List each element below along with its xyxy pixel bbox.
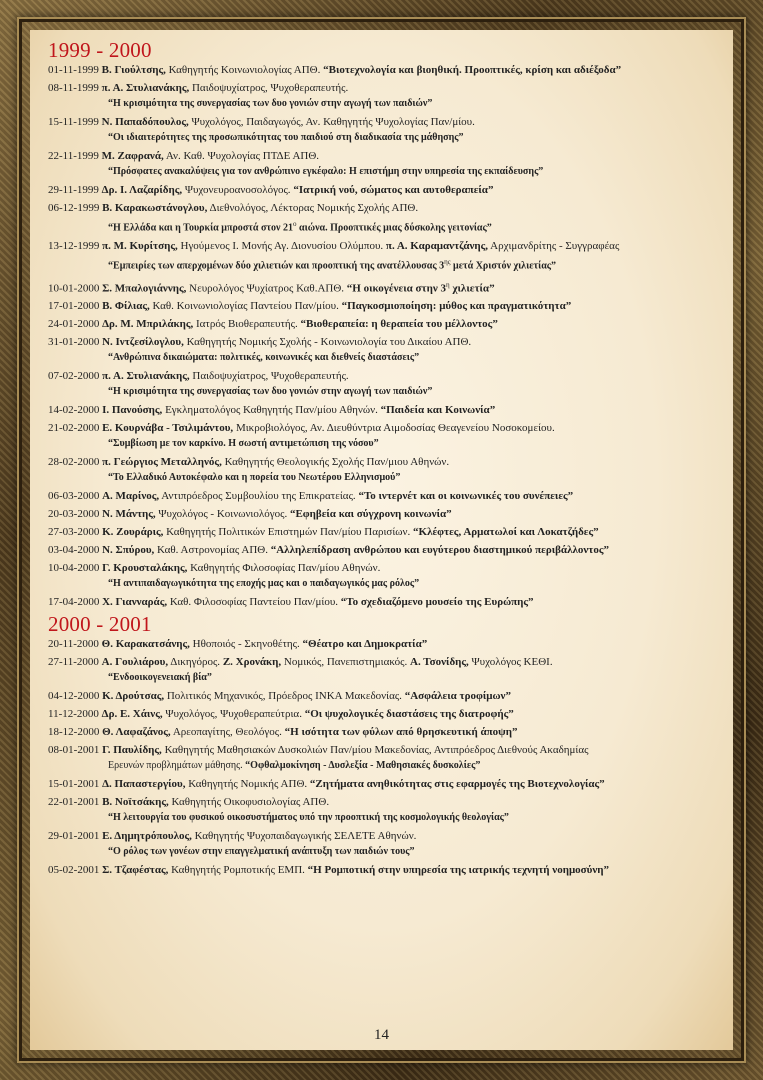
bold-text: Β. Γιούλτσης, bbox=[101, 64, 166, 76]
plain-text: Παιδοψυχίατρος, Ψυχοθεραπευτής. bbox=[189, 370, 349, 383]
bold-text: Σ. Τζαφέστας, bbox=[102, 864, 169, 877]
lecture-date: 20-03-2000 bbox=[48, 508, 100, 521]
bold-text: Γ. Παυλίδης, bbox=[102, 744, 162, 757]
lecture-date: 27-11-2000 bbox=[48, 656, 99, 669]
lecture-entry bbox=[48, 114, 727, 130]
plain-text: Αρεοπαγίτης, Θεολόγος. bbox=[170, 726, 285, 739]
lecture-title-line bbox=[48, 96, 727, 112]
lecture-entry bbox=[48, 524, 727, 540]
bold-text: π. Μ. Κυρίτσης, bbox=[102, 240, 178, 253]
lecture-date: 07-02-2000 bbox=[48, 370, 100, 383]
plain-text: Ψυχονευροανοσολόγος. bbox=[182, 184, 294, 196]
lecture-entry bbox=[48, 742, 727, 758]
lecture-date: 29-01-2001 bbox=[48, 830, 100, 843]
bold-text: Δ. Παπαστεργίου, bbox=[102, 778, 186, 791]
lecture-title-line bbox=[48, 470, 727, 486]
lecture-date: 05-02-2001 bbox=[48, 864, 100, 877]
lecture-date: 10-04-2000 bbox=[48, 562, 100, 575]
bold-text: Ν. Ιντζεσίλογλου, bbox=[102, 336, 184, 349]
plain-text: Καθ. Αστρονομίας ΑΠΘ. bbox=[154, 544, 271, 557]
parchment-page bbox=[30, 30, 733, 1050]
bold-text: Ν. Σπύρου, bbox=[102, 544, 155, 557]
lecture-date: 14-02-2000 bbox=[48, 404, 100, 417]
bold-text: Ε. Κουρνάβα - Τσιλιμάντου, bbox=[102, 422, 234, 435]
lecture-entry bbox=[48, 654, 727, 670]
bold-text: Κ. Δρούτσας, bbox=[102, 690, 165, 703]
bold-text: “Ασφάλεια τροφίμων” bbox=[404, 690, 511, 703]
bold-text: Δρ. Μ. Μπριλάκης, bbox=[102, 318, 194, 331]
bold-text: π. Α. Στυλιανάκης, bbox=[101, 82, 190, 94]
page-number: 14 bbox=[374, 1027, 389, 1043]
plain-text: Ηγούμενος Ι. Μονής Αγ. Διονυσίου Ολύμπου. bbox=[177, 240, 386, 253]
lecture-entry bbox=[48, 828, 727, 844]
plain-text: Αντιπρόεδρος Συμβουλίου της Επικρατείας. bbox=[159, 490, 359, 503]
plain-text: Καθηγητής Θεολογικής Σχολής Παν/μιου Αθηνών. bbox=[221, 456, 450, 469]
lecture-entry bbox=[48, 636, 727, 652]
plain-text: Ψυχολόγος, Ψυχοθεραπεύτρια. bbox=[162, 708, 305, 721]
bold-text: π. Α. Καραμαντζάνης, bbox=[385, 240, 489, 253]
bold-text: Α. Μαρίνος, bbox=[102, 490, 160, 503]
plain-text: Καθηγητής Πολιτικών Επιστημών Παν/μίου Παρισίων. bbox=[163, 526, 414, 539]
bold-text: Θ. Λαφαζάνος, bbox=[102, 726, 171, 739]
plain-text: Διεθνολόγος, Λέκτορας Νομικής Σχολής ΑΠΘ. bbox=[207, 202, 419, 214]
lecture-entry bbox=[48, 488, 727, 504]
bold-text: “Οφθαλμοκίνηση - Δυσλεξία - Μαθησιακές δυσκολίες” bbox=[245, 760, 481, 772]
bold-text: Δρ. Ι. Λαζαρίδης, bbox=[101, 184, 183, 196]
lecture-title-line bbox=[48, 670, 727, 686]
bold-text: Μ. Ζαφρανά, bbox=[101, 150, 164, 162]
lecture-date: 10-01-2000 bbox=[48, 282, 100, 295]
bold-text: Θ. Καρακατσάνης, bbox=[101, 638, 190, 651]
lecture-title-line bbox=[48, 130, 727, 146]
bold-text: Χ. Γιανναράς, bbox=[102, 596, 168, 609]
bold-text: Α. Τσονίδης, bbox=[410, 656, 469, 669]
plain-text: Ηθοποιός - Σκηνοθέτης. bbox=[189, 638, 303, 651]
lecture-date: 06-12-1999 bbox=[48, 202, 100, 214]
bold-text: χιλιετία” bbox=[449, 282, 495, 295]
plain-text: Καθηγητής Ψυχοπαιδαγωγικής ΣΕΛΕΤΕ Αθηνών. bbox=[191, 830, 417, 843]
bold-text: “Συμβίωση με τον καρκίνο. Η σωστή αντιμετώπιση της νόσου” bbox=[108, 438, 379, 450]
lecture-entry bbox=[48, 80, 727, 96]
lecture-date: 15-11-1999 bbox=[48, 116, 99, 128]
bold-text: “Πρόσφατες ανακαλύψεις για τον ανθρώπινο εγκέφαλο: Η επιστήμη στην υπηρεσία της εκπαίδευσης” bbox=[108, 166, 544, 177]
bold-text: “Βιοθεραπεία: η θεραπεία του μέλλοντος” bbox=[300, 318, 498, 331]
bold-text: Γ. Κρουσταλάκης, bbox=[102, 562, 188, 575]
bold-text: “Ανθρώπινα δικαιώματα: πολιτικές, κοινωνικές και διεθνείς διαστάσεις” bbox=[108, 352, 420, 364]
plain-text: Ψυχολόγος ΚΕΘΙ. bbox=[468, 656, 553, 669]
bold-text: “Οι ψυχολογικές διαστάσεις της διατροφής” bbox=[304, 708, 514, 721]
bold-text: “Εμπειρίες των απερχομένων δύο χιλιετιών και προοπτική της ανατέλλουσας 3 bbox=[108, 260, 445, 272]
lecture-title-line bbox=[48, 758, 727, 774]
bold-text: “Η ισότητα των φύλων από θρησκευτική άποψη” bbox=[284, 726, 518, 739]
plain-text: Αν. Καθ. Ψυχολογίας ΠΤΔΕ ΑΠΘ. bbox=[163, 150, 320, 162]
lecture-date: 17-01-2000 bbox=[48, 300, 100, 313]
lecture-title-line bbox=[48, 576, 727, 592]
bold-text: “Ο ρόλος των γονέων στην επαγγελματική ανάπτυξη των παιδιών τους” bbox=[108, 846, 415, 858]
bold-text: “Η κρισιμότητα της συνεργασίας των δυο γονιών στην αγωγή των παιδιών” bbox=[108, 386, 433, 398]
plain-text: Παιδοψυχίατρος, Ψυχοθεραπευτής. bbox=[189, 82, 349, 94]
plain-text: Καθηγητής Μαθησιακών Δυσκολιών Παν/μίου Μακεδονίας, Αντιπρόεδρος Διεθνούς Ακαδημίας bbox=[161, 744, 589, 757]
lecture-date: 13-12-1999 bbox=[48, 240, 100, 253]
lecture-entry bbox=[48, 706, 727, 722]
lecture-entry bbox=[48, 688, 727, 704]
lecture-entry bbox=[48, 420, 727, 436]
lecture-list bbox=[48, 38, 727, 880]
lecture-date: 31-01-2000 bbox=[48, 336, 100, 349]
bold-text: “Η Ρομποτική στην υπηρεσία της ιατρικής τεχνητή νοημοσύνη” bbox=[307, 864, 610, 877]
bold-text: “Ιατρική νού, σώματος και αυτοθεραπεία” bbox=[293, 184, 494, 196]
superscript: ο bbox=[293, 220, 297, 228]
lecture-entry bbox=[48, 776, 727, 792]
lecture-title-line bbox=[48, 810, 727, 826]
plain-text: Ψυχολόγος - Κοινωνιολόγος. bbox=[155, 508, 290, 521]
plain-text: Καθηγητής Κοινωνιολογίας ΑΠΘ. bbox=[165, 64, 324, 76]
bold-text: Ι. Πανούσης, bbox=[102, 404, 163, 417]
lecture-date: 01-11-1999 bbox=[48, 64, 99, 76]
plain-text: Ερευνών προβλημάτων μάθησης. bbox=[108, 760, 246, 772]
lecture-title-line bbox=[48, 350, 727, 366]
lecture-entry bbox=[48, 316, 727, 332]
bold-text: “Η κρισιμότητα της συνεργασίας των δυο γονιών στην αγωγή των παιδιών” bbox=[108, 98, 433, 109]
lecture-date: 08-01-2001 bbox=[48, 744, 100, 757]
lecture-entry bbox=[48, 724, 727, 740]
lecture-title-line bbox=[48, 844, 727, 860]
lecture-entry bbox=[48, 334, 727, 350]
plain-text: Καθηγητής Οικοφυσιολογίας ΑΠΘ. bbox=[168, 796, 330, 809]
plain-text: Καθηγητής Ρομποτικής ΕΜΠ. bbox=[168, 864, 308, 877]
superscript: η bbox=[446, 280, 450, 289]
bold-text: “Παιδεία και Κοινωνία” bbox=[380, 404, 496, 417]
lecture-entry bbox=[48, 560, 727, 576]
lecture-date: 08-11-1999 bbox=[48, 82, 99, 94]
bold-text: “Η λειτουργία του φυσικού οικοσυστήματος υπό την προοπτική της κοσμολογικής θεολογίας” bbox=[108, 812, 509, 824]
lecture-date: 21-02-2000 bbox=[48, 422, 100, 435]
superscript: ης bbox=[444, 258, 451, 267]
lecture-date: 20-11-2000 bbox=[48, 638, 99, 651]
section-year-heading: 2000 - 2001 bbox=[48, 612, 152, 637]
bold-text: “Η αντιπαιδαγωγικότητα της εποχής μας και ο παιδαγωγικός μας ρόλος” bbox=[108, 578, 420, 590]
plain-text: Καθηγητής Νομικής Σχολής - Κοινωνιολογία του Δικαίου ΑΠΘ. bbox=[183, 336, 472, 349]
bold-text: μετά Χριστόν χιλιετίας” bbox=[450, 260, 557, 272]
lecture-date: 04-12-2000 bbox=[48, 690, 100, 703]
plain-text: Πολιτικός Μηχανικός, Πρόεδρος ΙΝΚΑ Μακεδονίας. bbox=[164, 690, 405, 703]
lecture-date: 15-01-2001 bbox=[48, 778, 100, 791]
section-year-heading: 1999 - 2000 bbox=[48, 38, 152, 62]
plain-text: Δικηγόρος. bbox=[168, 656, 223, 669]
lecture-date: 29-11-1999 bbox=[48, 184, 99, 196]
lecture-entry bbox=[48, 594, 727, 610]
lecture-entry bbox=[48, 182, 727, 198]
lecture-date: 28-02-2000 bbox=[48, 456, 100, 469]
lecture-entry bbox=[48, 277, 727, 297]
bold-text: π. Α. Στυλιανάκης, bbox=[102, 370, 190, 383]
lecture-entry bbox=[48, 454, 727, 470]
lecture-date: 18-12-2000 bbox=[48, 726, 100, 739]
plain-text: Αρχιμανδρίτης - Συγγραφέας bbox=[488, 240, 620, 253]
lecture-date: 24-01-2000 bbox=[48, 318, 100, 331]
bold-text: “Ενδοοικογενειακή βία” bbox=[108, 672, 212, 684]
lecture-entry bbox=[48, 542, 727, 558]
bold-text: Ε. Δημητρόπουλος, bbox=[102, 830, 192, 843]
lecture-date: 17-04-2000 bbox=[48, 596, 100, 609]
bold-text: “Εφηβεία και σύγχρονη κοινωνία” bbox=[289, 508, 452, 521]
plain-text: Καθ. Φιλοσοφίας Παντείου Παν/μίου. bbox=[167, 596, 341, 609]
lecture-title-line bbox=[48, 436, 727, 452]
plain-text: Καθηγητής Φιλοσοφίας Παν/μίου Αθηνών. bbox=[187, 562, 381, 575]
bold-text: “Θέατρο και Δημοκρατία” bbox=[302, 638, 428, 651]
plain-text: Ιατρός Βιοθεραπευτής. bbox=[193, 318, 301, 331]
plain-text: Καθ. Κοινωνιολογίας Παντείου Παν/μίου. bbox=[149, 300, 342, 313]
lecture-entry bbox=[48, 506, 727, 522]
bold-text: Σ. Μπαλογιάννης, bbox=[102, 282, 187, 295]
bold-text: Β. Νοϊτσάκης, bbox=[102, 796, 169, 809]
bold-text: Β. Καρακωστάνογλου, bbox=[102, 202, 208, 214]
lecture-date: 22-11-1999 bbox=[48, 150, 99, 162]
lecture-entry bbox=[48, 148, 727, 164]
lecture-entry bbox=[48, 794, 727, 810]
plain-text: Καθηγητής Νομικής ΑΠΘ. bbox=[185, 778, 310, 791]
bold-text: Α. Γουλιάρου, bbox=[101, 656, 169, 669]
bold-text: “Αλληλεπίδραση ανθρώπου και ευγύτερου διαστημικού περιβάλλοντος” bbox=[270, 544, 609, 557]
lecture-entry bbox=[48, 238, 727, 254]
bold-text: “Το σχεδιαζόμενο μουσείο της Ευρώπης” bbox=[340, 596, 534, 609]
plain-text: Ψυχολόγος, Παιδαγωγός, Αν. Καθηγητής Ψυχολογίας Παν/μίου. bbox=[188, 116, 475, 128]
bold-text: Ν. Παπαδόπουλος, bbox=[101, 116, 189, 128]
lecture-entry bbox=[48, 62, 727, 78]
lecture-title-line bbox=[48, 216, 727, 236]
bold-text: “Οι ιδιαιτερότητες της προσωπικότητας του παιδιού στη διαδικασία της μάθησης” bbox=[108, 132, 464, 143]
plain-text: Νομικός, Πανεπιστημιακός. bbox=[281, 656, 411, 669]
lecture-title-line bbox=[48, 164, 727, 180]
bold-text: Β. Φίλιας, bbox=[102, 300, 150, 313]
lecture-date: 03-04-2000 bbox=[48, 544, 100, 557]
bold-text: Δρ. Ε. Χάινς, bbox=[101, 708, 163, 721]
bold-text: “Η οικογένεια στην 3 bbox=[346, 282, 447, 295]
lecture-title-line bbox=[48, 254, 727, 274]
lecture-title-line bbox=[48, 384, 727, 400]
lecture-date: 27-03-2000 bbox=[48, 526, 100, 539]
lecture-date: 06-03-2000 bbox=[48, 490, 100, 503]
bold-text: αιώνα. Προοπτικές μιας δύσκολης γειτονίας” bbox=[296, 222, 492, 234]
bold-text: “Κλέφτες, Αρματωλοί και Λοκατζήδες” bbox=[413, 526, 599, 539]
bold-text: “Το Ελλαδικό Αυτοκέφαλο και η πορεία του Νεωτέρου Ελληνισμού” bbox=[108, 472, 401, 484]
lecture-entry bbox=[48, 368, 727, 384]
plain-text: Νευρολόγος Ψυχίατρος Καθ.ΑΠΘ. bbox=[186, 282, 347, 295]
bold-text: “Το ιντερνέτ και οι κοινωνικές του συνέπειες” bbox=[358, 490, 574, 503]
plain-text: Μικροβιολόγος, Αν. Διευθύντρια Αιμοδοσίας Θεαγενείου Νοσοκομείου. bbox=[233, 422, 555, 435]
lecture-entry bbox=[48, 200, 727, 216]
bold-text: Κ. Ζουράρις, bbox=[102, 526, 164, 539]
lecture-entry bbox=[48, 862, 727, 878]
lecture-entry bbox=[48, 298, 727, 314]
bold-text: “Παγκοσμιοποίηση: μύθος και πραγματικότητα” bbox=[341, 300, 572, 313]
lecture-entry bbox=[48, 402, 727, 418]
plain-text: Εγκληματολόγος Καθηγητής Παν/μίου Αθηνών. bbox=[162, 404, 381, 417]
bold-text: Ζ. Χρονάκη, bbox=[222, 656, 282, 669]
lecture-date: 22-01-2001 bbox=[48, 796, 100, 809]
bold-text: “Η Ελλάδα και η Τουρκία μπροστά στον 21 bbox=[108, 222, 294, 234]
bold-text: Ν. Μάντης, bbox=[102, 508, 156, 521]
lecture-date: 11-12-2000 bbox=[48, 708, 99, 721]
bold-text: “Ζητήματα ανηθικότητας στις εφαρμογές της Βιοτεχνολογίας” bbox=[309, 778, 605, 791]
bold-text: π. Γεώργιος Μεταλληνός, bbox=[102, 456, 222, 469]
bold-text: “Βιοτεχνολογία και βιοηθική. Προοπτικές, κρίση και αδιέξοδα” bbox=[323, 64, 622, 76]
